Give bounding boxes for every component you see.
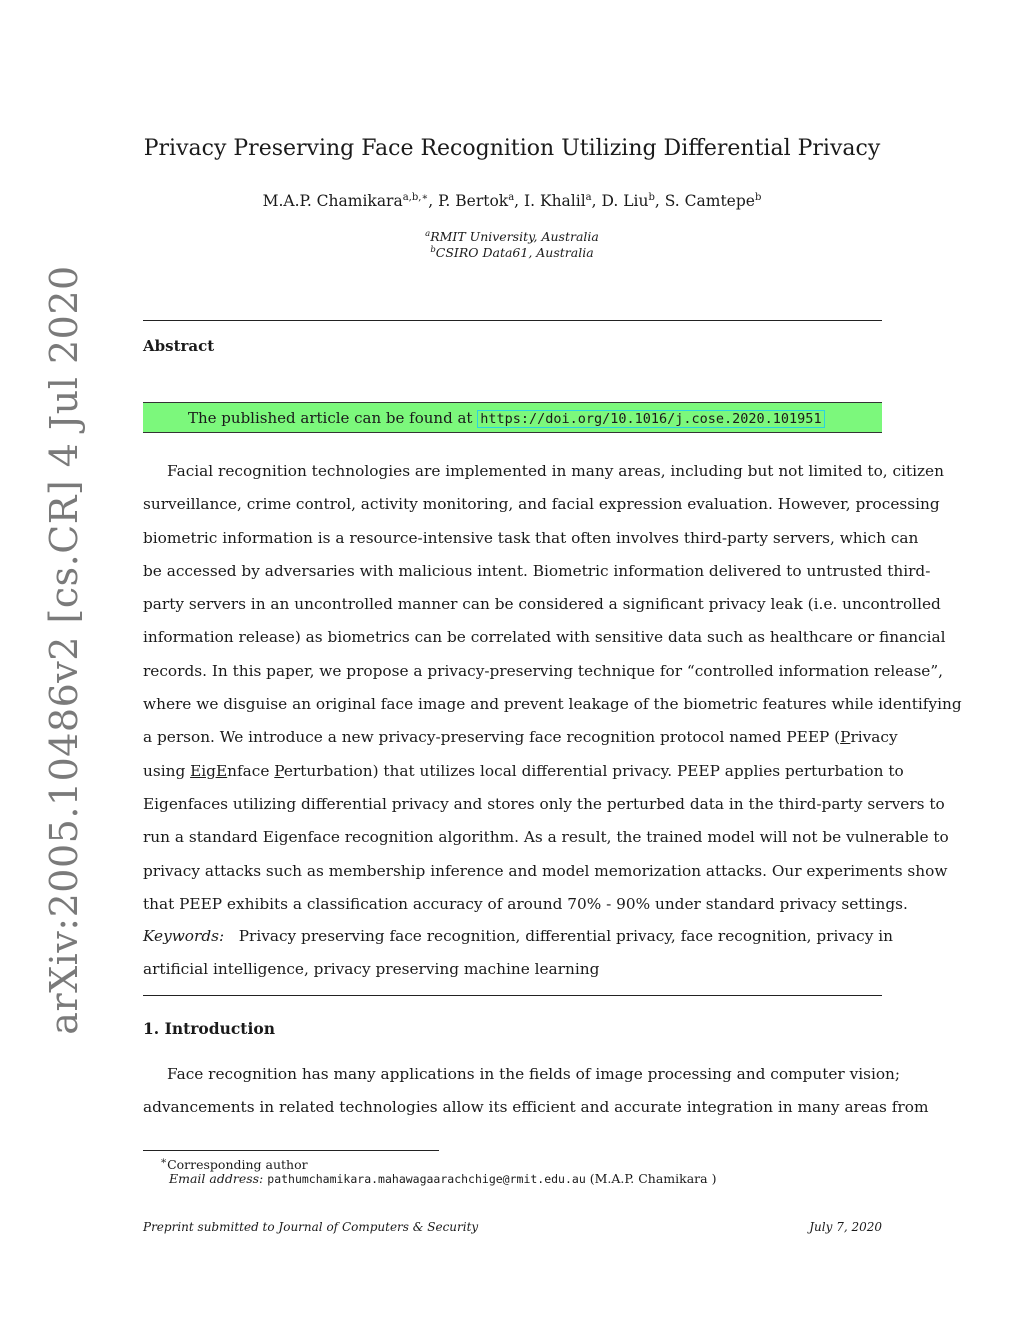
abstract-line: Facial recognition technologies are implemented in many areas, including but not limited to, citizen — [167, 462, 944, 480]
arxiv-stamp: arXiv:2005.10486v2 [cs.CR] 4 Jul 2020 — [42, 265, 86, 1035]
affil-text: CSIRO Data61, Australia — [435, 245, 594, 261]
banner-text: The published article can be found at — [188, 409, 473, 427]
email-owner: (M.A.P. Chamikara ) — [589, 1171, 717, 1186]
keywords-line — [143, 920, 893, 953]
affiliation-csiro — [0, 245, 1024, 260]
author-affil-mark: b — [754, 192, 762, 203]
abstract-line: information release) as biometrics can be correlated with sensitive data such as healthcare or financial — [143, 628, 946, 647]
footnote-corresponding — [160, 1155, 308, 1172]
author-list: M.A.P. Chamikara$^{a,b,∗}$, P. Bertok$^a$, I. Khalil$^a$, D. Liu$^b$, S. Camtepe$^b$ — [262, 192, 762, 211]
author-affil-mark: b — [648, 192, 655, 203]
affil-mark: a — [425, 229, 431, 239]
keywords-label: Keywords: — [143, 927, 225, 945]
section-heading-introduction: 1. Introduction — [143, 1019, 275, 1038]
footer-date: July 7, 2020 — [809, 1220, 882, 1234]
doi-link[interactable]: https://doi.org/10.1016/j.cose.2020.101951 — [477, 410, 824, 428]
abstract-line: records. In this paper, we propose a privacy-preserving technique for “controlled information release”, — [143, 661, 944, 680]
email-label: Email address: — [169, 1171, 264, 1186]
footnote-marker: ∗ — [160, 1155, 168, 1167]
abstract-top-rule — [143, 320, 882, 321]
abstract-line: that PEEP exhibits a classification accuracy of around 70% - 90% under standard privacy settings. — [143, 894, 908, 913]
email-address[interactable]: pathumchamikara.mahawagaarachchige@rmit.edu.au — [267, 1172, 586, 1186]
abstract-line: privacy attacks such as membership inference and model memorization attacks. Our experiments show — [143, 861, 948, 880]
author-name: S. Camtepe — [664, 192, 755, 211]
abstract-line: biometric information is a resource-intensive task that often involves third-party servers, which can — [143, 528, 919, 547]
affiliation-rmit — [0, 229, 1024, 244]
abstract-heading: Abstract — [143, 337, 215, 355]
published-article-banner — [143, 402, 882, 433]
keywords-block — [143, 920, 893, 987]
footnote-text: Corresponding author — [167, 1157, 308, 1173]
footnote-email — [169, 1171, 716, 1186]
abstract-line: be accessed by adversaries with malicious intent. Biometric information delivered to untrusted third- — [143, 561, 931, 580]
author-name: P. Bertok — [438, 192, 509, 211]
intro-line: Face recognition has many applications in the fields of image processing and computer vision; — [167, 1065, 901, 1083]
author-name: I. Khalil — [524, 192, 586, 211]
footnote-rule — [143, 1150, 439, 1151]
introduction-body — [143, 1058, 929, 1125]
abstract-line: a person. We introduce a new privacy-preserving face recognition protocol named PEEP (Privacy — [143, 728, 898, 747]
abstract-line: Eigenfaces utilizing differential privacy and stores only the perturbed data in the third-party servers to — [143, 794, 945, 813]
abstract-body — [143, 455, 962, 921]
abstract-line: using EigEnface Perturbation) that utilizes local differential privacy. PEEP applies perturbation to — [143, 761, 904, 780]
paper-title: Privacy Preserving Face Recognition Utilizing Differential Privacy — [143, 136, 881, 161]
author-affil-mark: a — [508, 192, 515, 203]
abstract-line: party servers in an uncontrolled manner can be considered a significant privacy leak (i.e. uncontrolled — [143, 595, 941, 614]
author-name: D. Liu — [601, 192, 649, 211]
abstract-line: surveillance, crime control, activity monitoring, and facial expression evaluation. However, processing — [143, 495, 940, 514]
keywords-text: Privacy preserving face recognition, differential privacy, face recognition, privacy in — [238, 927, 893, 945]
abstract-line: where we disguise an original face image and prevent leakage of the biometric features while identifying — [143, 695, 962, 714]
affil-mark: b — [430, 245, 436, 255]
abstract-line: run a standard Eigenface recognition algorithm. As a result, the trained model will not be vulnerable to — [143, 828, 949, 847]
intro-line: advancements in related technologies allow its efficient and accurate integration in many areas from — [143, 1098, 929, 1117]
affil-text: RMIT University, Australia — [430, 229, 599, 245]
abstract-bottom-rule — [143, 995, 882, 996]
author-affil-mark: a,b,∗ — [402, 192, 429, 203]
keywords-line: artificial intelligence, privacy preserving machine learning — [143, 960, 600, 979]
footer-preprint: Preprint submitted to Journal of Computers & Security — [143, 1220, 479, 1234]
author-name: M.A.P. Chamikara — [262, 192, 403, 211]
author-affil-mark: a — [585, 192, 592, 203]
